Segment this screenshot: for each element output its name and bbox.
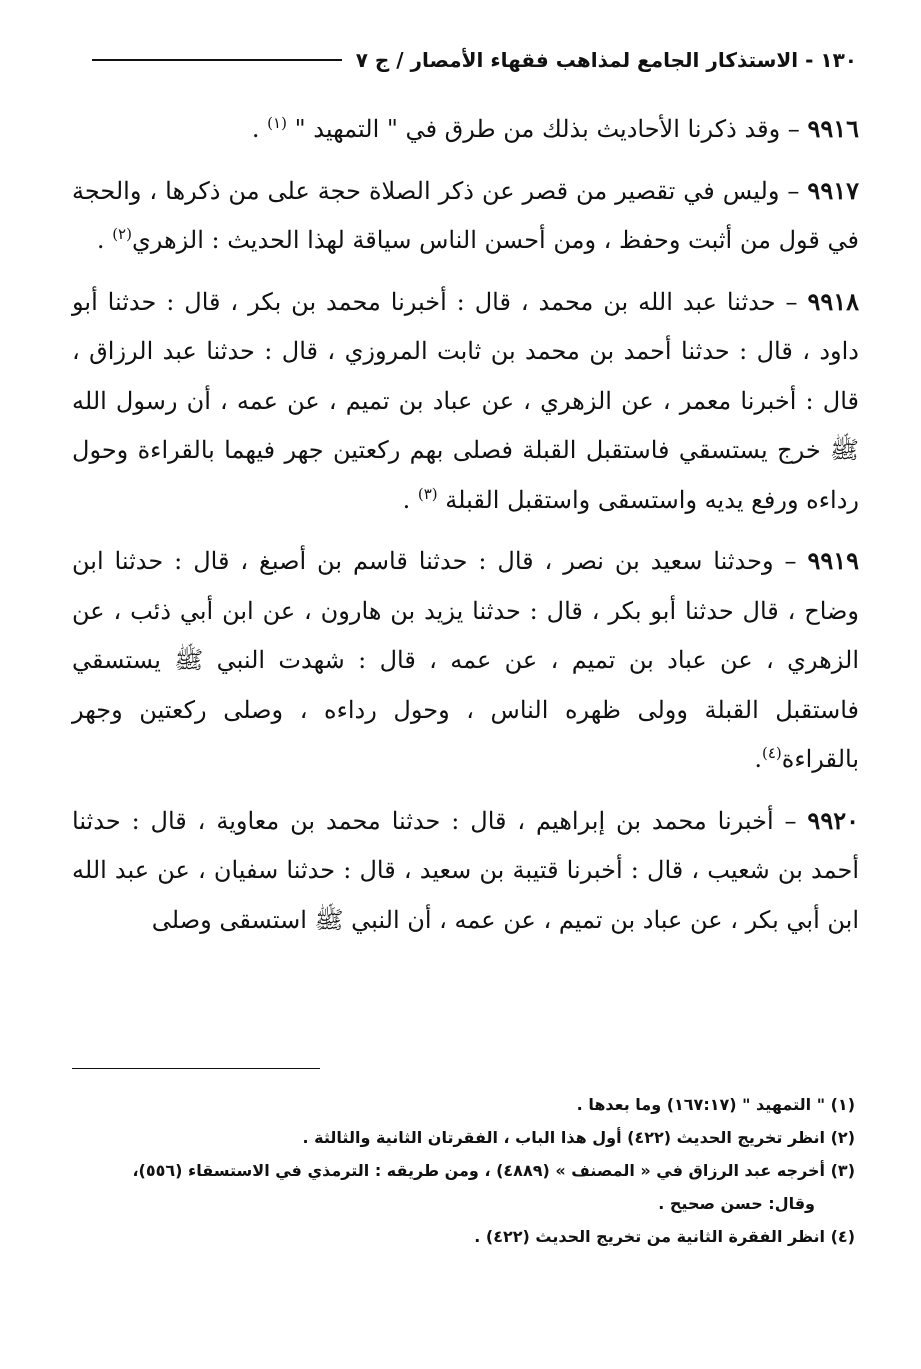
footnote-3-continuation: وقال: حسن صحيح .	[658, 1194, 815, 1213]
footnote-marker: (١)	[830, 1095, 855, 1114]
footnote-ref[interactable]: (٣)	[417, 484, 438, 503]
footnote-ref[interactable]: (٤)	[762, 744, 782, 762]
paragraph-9918	[72, 277, 859, 526]
footnote-text: انظر تخريج الحديث (٤٢٢) أول هذا الباب ، الفقرتان الثانية والثالثة .	[302, 1128, 826, 1147]
paragraph-9919	[72, 536, 859, 785]
footnote-marker: (٢)	[830, 1128, 855, 1147]
paragraph-9917	[72, 166, 859, 266]
footnote-text: " التمهيد " (١٦٧:١٧) وما بعدها .	[576, 1095, 826, 1114]
paragraph-number: ٩٩١٧	[807, 175, 859, 205]
header-title: ١٣٠ - الاستذكار الجامع لمذاهب فقهاء الأمصار / ج ٧	[355, 48, 857, 72]
footnote-text: أخرجه عبد الرزاق في « المصنف » (٤٨٨٩) ، ومن طريقه : الترمذي في الاستسقاء (٥٥٦)،	[132, 1161, 826, 1180]
footnote-marker: (٤)	[830, 1227, 855, 1246]
paragraph-end: .	[96, 226, 113, 254]
footnote-2	[72, 1121, 855, 1154]
paragraph-text: – أخبرنا محمد بن إبراهيم ، قال : حدثنا محمد بن معاوية ، قال : حدثنا أحمد بن شعيب ، قال : أخبرنا قتيبة بن سعيد ، قال : حدثنا سفيان ، عن عبد الله ابن أبي بكر ، عن عباد بن تميم ، عن عمه ، أن النبي ﷺ استسقى وصلى	[72, 806, 859, 934]
running-header	[92, 42, 857, 78]
paragraph-9916	[72, 104, 859, 155]
paragraph-number: ٩٩١٩	[807, 546, 859, 575]
main-text	[72, 104, 859, 956]
footnote-1	[72, 1088, 855, 1121]
footnote-4	[72, 1220, 855, 1253]
paragraph-number: ٩٩٢٠	[807, 805, 859, 835]
paragraph-end: .	[251, 115, 268, 143]
paragraph-end: .	[402, 485, 418, 514]
paragraph-text: – وليس في تقصير من قصر عن ذكر الصلاة حجة على من ذكرها ، والحجة في قول من أثبت وحفظ ، ومن أحسن الناس سياقة لهذا الحديث : الزهري	[72, 176, 859, 254]
paragraph-text: – وحدثنا سعيد بن نصر ، قال : حدثنا قاسم بن أصبغ ، قال : حدثنا ابن وضاح ، قال حدثنا أبو بكر ، قال : حدثنا يزيد بن هارون ، عن ابن أبي ذئب ، عن الزهري ، عن عباد بن تميم ، عن عمه ، قال : شهدت النبي ﷺ يستسقي فاستقبل القبلة وولى ظهره الناس ، وحول رداءه ، وصلى ركعتين وجهر بالقراءة	[72, 547, 859, 773]
paragraph-text: – حدثنا عبد الله بن محمد ، قال : أخبرنا محمد بن بكر ، قال : حدثنا أبو داود ، قال : حدثنا أحمد بن محمد بن ثابت المروزي ، قال : حدثنا عبد الرزاق ، قال : أخبرنا معمر ، عن الزهري ، عن عباد بن تميم ، عن عمه ، أن رسول الله ﷺ خرج يستسقي فاستقبل القبلة فصلى بهم ركعتين جهر فيهما بالقراءة وحول رداءه ورفع يديه واستسقى واستقبل القبلة	[72, 287, 859, 514]
footnote-ref[interactable]: (٢)	[112, 225, 132, 243]
footnotes	[72, 1088, 855, 1253]
paragraph-number: ٩٩١٦	[807, 114, 859, 143]
paragraph-number: ٩٩١٨	[807, 286, 859, 316]
footnote-text: انظر الفقرة الثانية من تخريج الحديث (٤٢٢) .	[474, 1227, 826, 1246]
footnote-separator	[72, 1068, 320, 1069]
footnote-ref[interactable]: (١)	[267, 114, 287, 132]
footnote-3	[72, 1154, 855, 1187]
footnote-marker: (٣)	[830, 1161, 855, 1180]
paragraph-end: .	[754, 745, 762, 773]
header-rule	[92, 59, 342, 61]
paragraph-text: – وقد ذكرنا الأحاديث بذلك من طرق في " التمهيد "	[294, 115, 800, 143]
paragraph-9920	[72, 796, 859, 946]
